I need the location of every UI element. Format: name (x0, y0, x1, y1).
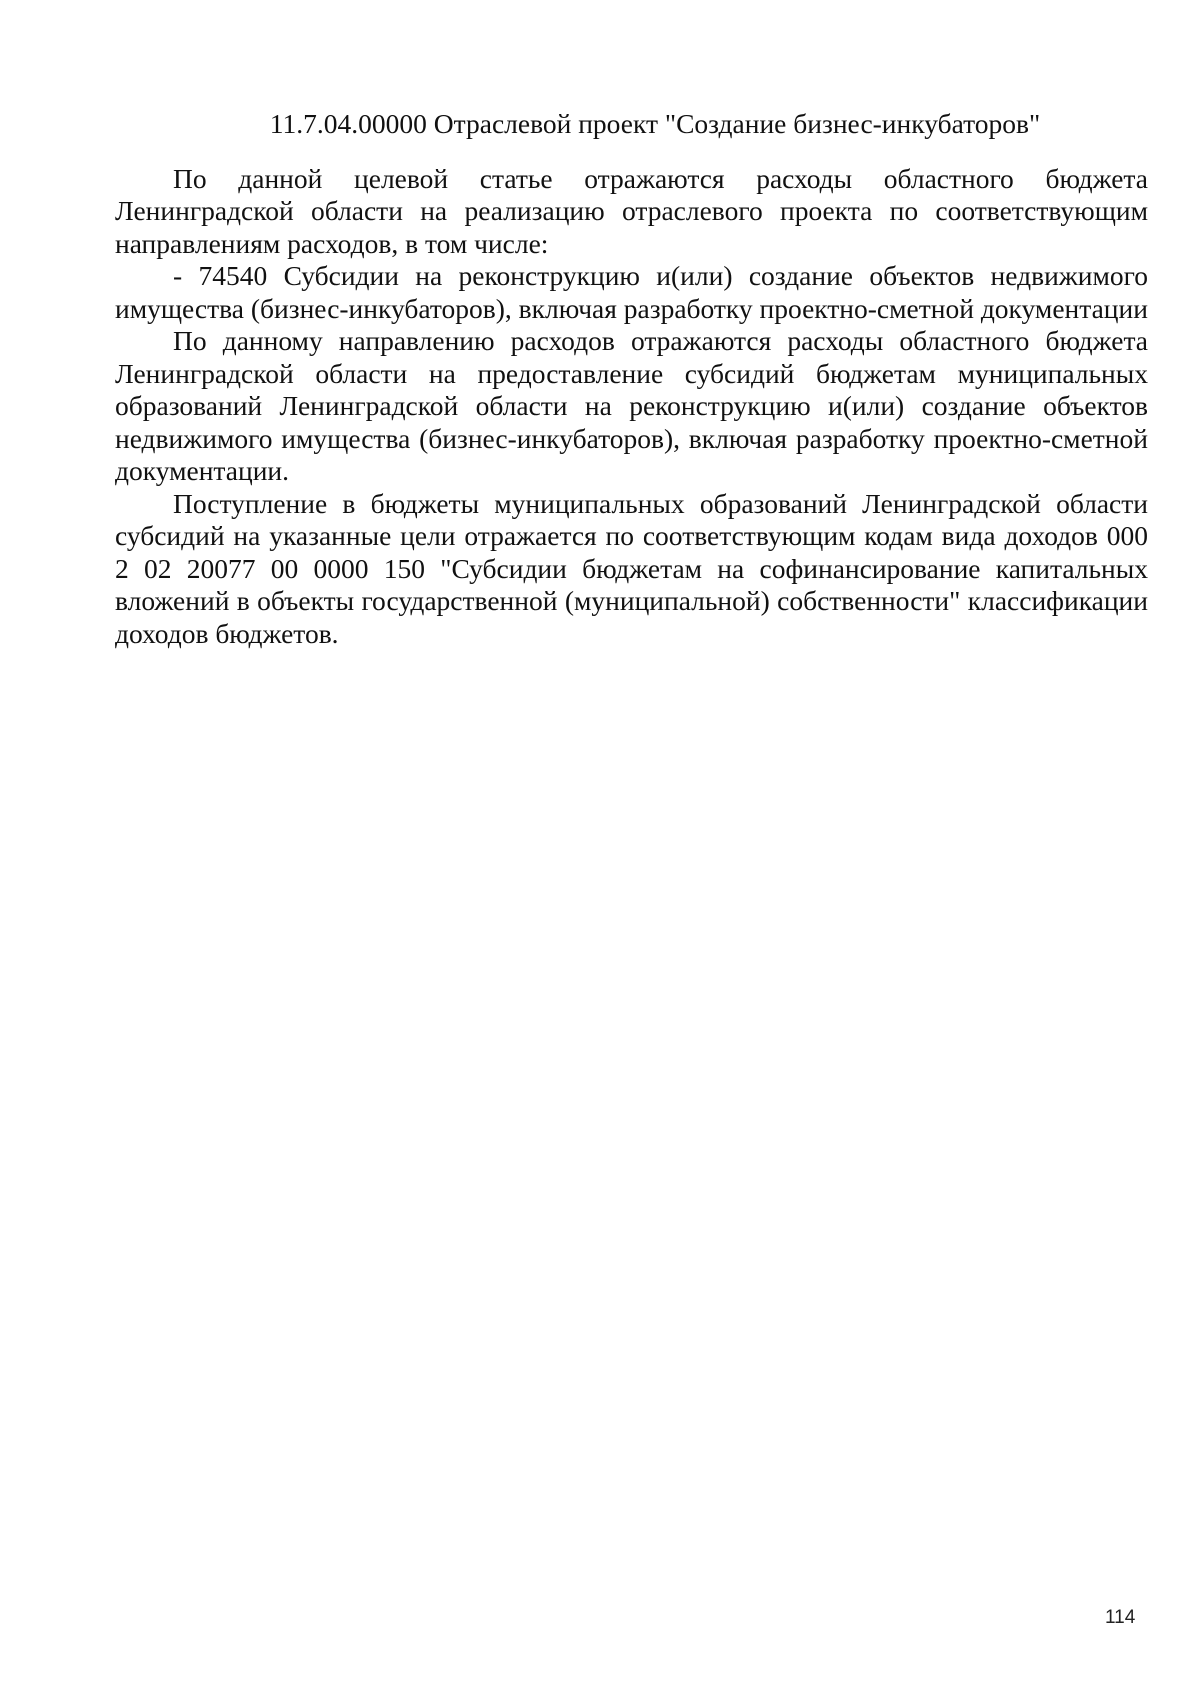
paragraph-revenue-classification: Поступление в бюджеты муниципальных образований Ленинградской области субсидий на указанные цели отражается по соответствующим кодам вида доходов 000 2 02 20077 00 0000 150 "Субсидии бюджетам на софинансирование капитальных вложений в объекты государственной (муниципальной) собственности" классификации доходов бюджетов. (115, 487, 1148, 649)
paragraph-expense-description: По данному направлению расходов отражаются расходы областного бюджета Ленинградской области на предоставление субсидий бюджетам муниципальных образований Ленинградской области на реконструкцию и(или) создание объектов недвижимого имущества (бизнес-инкубаторов), включая разработку проектно-сметной документации. (115, 325, 1148, 486)
paragraph-intro: По данной целевой статье отражаются расходы областного бюджета Ленинградской области на реализацию отраслевого проекта по соответствующим направлениям расходов, в том числе: (115, 162, 1148, 259)
paragraph-expense-item: - 74540 Субсидии на реконструкцию и(или) создание объектов недвижимого имущества (бизнес-инкубаторов), включая разработку проектно-сметной документации (115, 260, 1148, 324)
document-body (115, 108, 1148, 650)
page-number: 114 (1105, 1607, 1136, 1628)
section-title: 11.7.04.00000 Отраслевой проект "Создание бизнес-инкубаторов" (269, 108, 1041, 139)
